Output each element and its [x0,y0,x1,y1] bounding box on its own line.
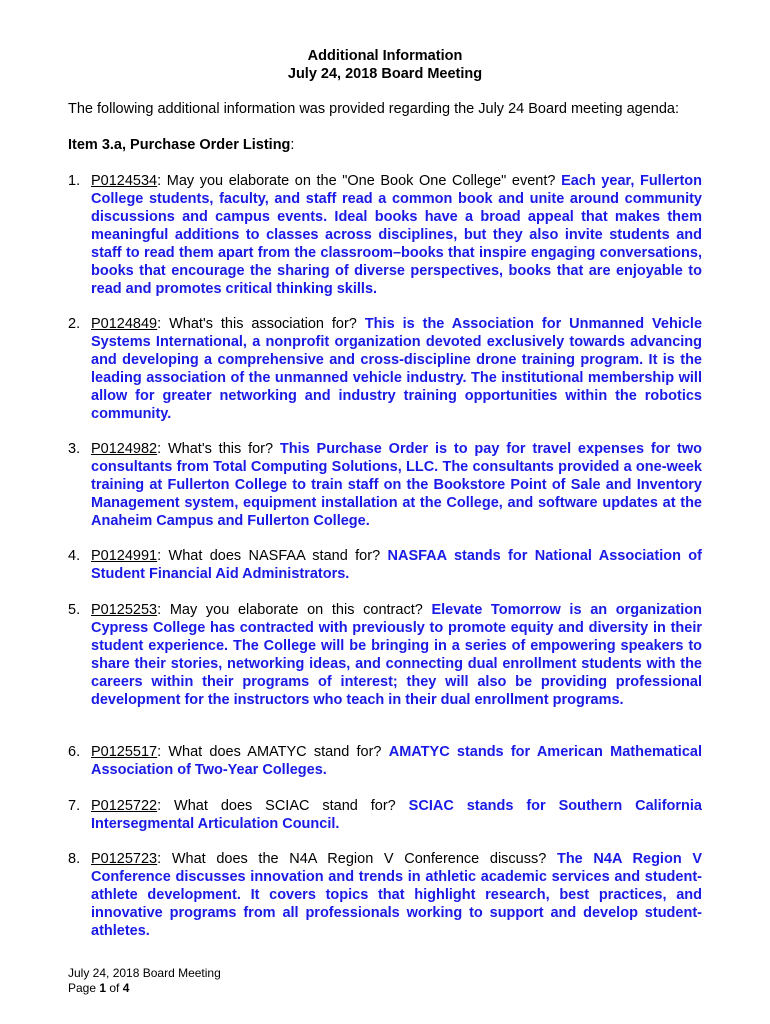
answer-text: SCIAC stands for Southern California Intersegmental Articulation Council. [91,798,702,832]
answer-text: This Purchase Order is to pay for travel expenses for two consultants from Total Computing Solutions, LLC. The consultants provided a one-week training at Fullerton College to train staff on the Bookstore Point of Sale and Inventory Management system, equipment installation at the College, and software updates at the Anaheim Campus and Fullerton College. [91,441,702,529]
list-item-body [91,547,702,583]
answer-text: Elevate Tomorrow is an organization Cypress College has contracted with previously to promote equity and diversity in their student experience. The College will be bringing in a series of empowering speakers to share their stories, networking ideas, and connecting dual enrollment students with the careers within their programs of interest; they will also be providing professional development for the instructors who teach in their dual enrollment programs. [91,602,702,708]
po-number: P0124534 [91,173,158,189]
list-item-number: 2. [68,316,81,332]
question-text: : What's this association for? [157,316,365,332]
po-number: P0124991 [91,548,158,564]
page-number [68,981,221,996]
answer-text: AMATYC stands for American Mathematical Association of Two-Year Colleges. [91,744,702,778]
list-item-body [91,743,702,779]
list-item-body [91,850,702,940]
list-item-number: 5. [68,602,81,618]
answer-text: The N4A Region V Conference discusses innovation and trends in athletic academic services and student-athlete development. It covers topics that highlight research, best practices, and innovative programs from all professionals working to support and develop student-athletes. [91,851,703,939]
question-text: : May you elaborate on this contract? [157,602,432,618]
po-number: P0124849 [91,316,158,332]
document-title: Additional Information [307,48,463,64]
list-item-number: 1. [68,173,81,189]
list-item-number: 6. [68,744,81,760]
page-footer [68,966,221,996]
item-title-suffix: : [290,137,295,153]
question-text: : What does SCIAC stand for? [157,798,409,814]
question-text: : What does AMATYC stand for? [157,744,389,760]
page-prefix: Page [68,981,100,995]
po-number: P0125517 [91,744,158,760]
list-item [68,315,702,423]
item-title: Item 3.a, Purchase Order Listing [68,137,291,153]
item-heading [68,136,294,154]
list-item [68,743,702,779]
footer-meeting-label: July 24, 2018 Board Meeting [68,966,221,980]
page-total: 4 [122,981,130,995]
list-item [68,440,702,530]
list-item [68,601,702,709]
question-text: : What does the N4A Region V Conference discuss? [157,851,557,867]
list-item-body [91,797,702,833]
document-subtitle: July 24, 2018 Board Meeting [287,66,483,82]
list-item-number: 4. [68,548,81,564]
list-item-body [91,601,702,709]
answer-text: Each year, Fullerton College students, faculty, and staff read a common book and unite around community discussions and campus events. Ideal books have a broad appeal that makes them meaningful additions to classes across disciplines, but they also invite students and staff to read them apart from the classroom–books that inspire engaging conversations, books that encourage the sharing of diverse perspectives, books that are enjoyable to read and promotes critical thinking skills. [91,173,702,297]
po-number: P0124982 [91,441,158,457]
page-current: 1 [99,981,107,995]
po-number: P0125253 [91,602,158,618]
list-item [68,850,702,940]
list-item [68,547,702,583]
list-item [68,172,702,298]
question-text: : What does NASFAA stand for? [157,548,388,564]
list-item-body [91,440,702,530]
list-item-number: 8. [68,851,81,867]
question-text: : What's this for? [157,441,280,457]
answer-text: This is the Association for Unmanned Vehicle Systems International, a nonprofit organization devoted exclusively towards advancing and developing a comprehensive and cross-discipline drone training program. It is the leading association of the unmanned vehicle industry. The institutional membership will allow for greater networking and industry training opportunities within the robotics community. [91,316,703,422]
page-of: of [106,981,123,995]
question-text: : May you elaborate on the "One Book One College" event? [157,173,562,189]
po-number: P0125723 [91,851,158,867]
list-item-number: 3. [68,441,81,457]
list-item-body [91,172,702,298]
po-number: P0125722 [91,798,158,814]
list-item-body [91,315,702,423]
list-item [68,797,702,833]
intro-paragraph: The following additional information was provided regarding the July 24 Board meeting agenda: [68,101,679,117]
answer-text: NASFAA stands for National Association of Student Financial Aid Administrators. [91,548,702,582]
list-item-number: 7. [68,798,81,814]
document-heading [0,47,770,83]
